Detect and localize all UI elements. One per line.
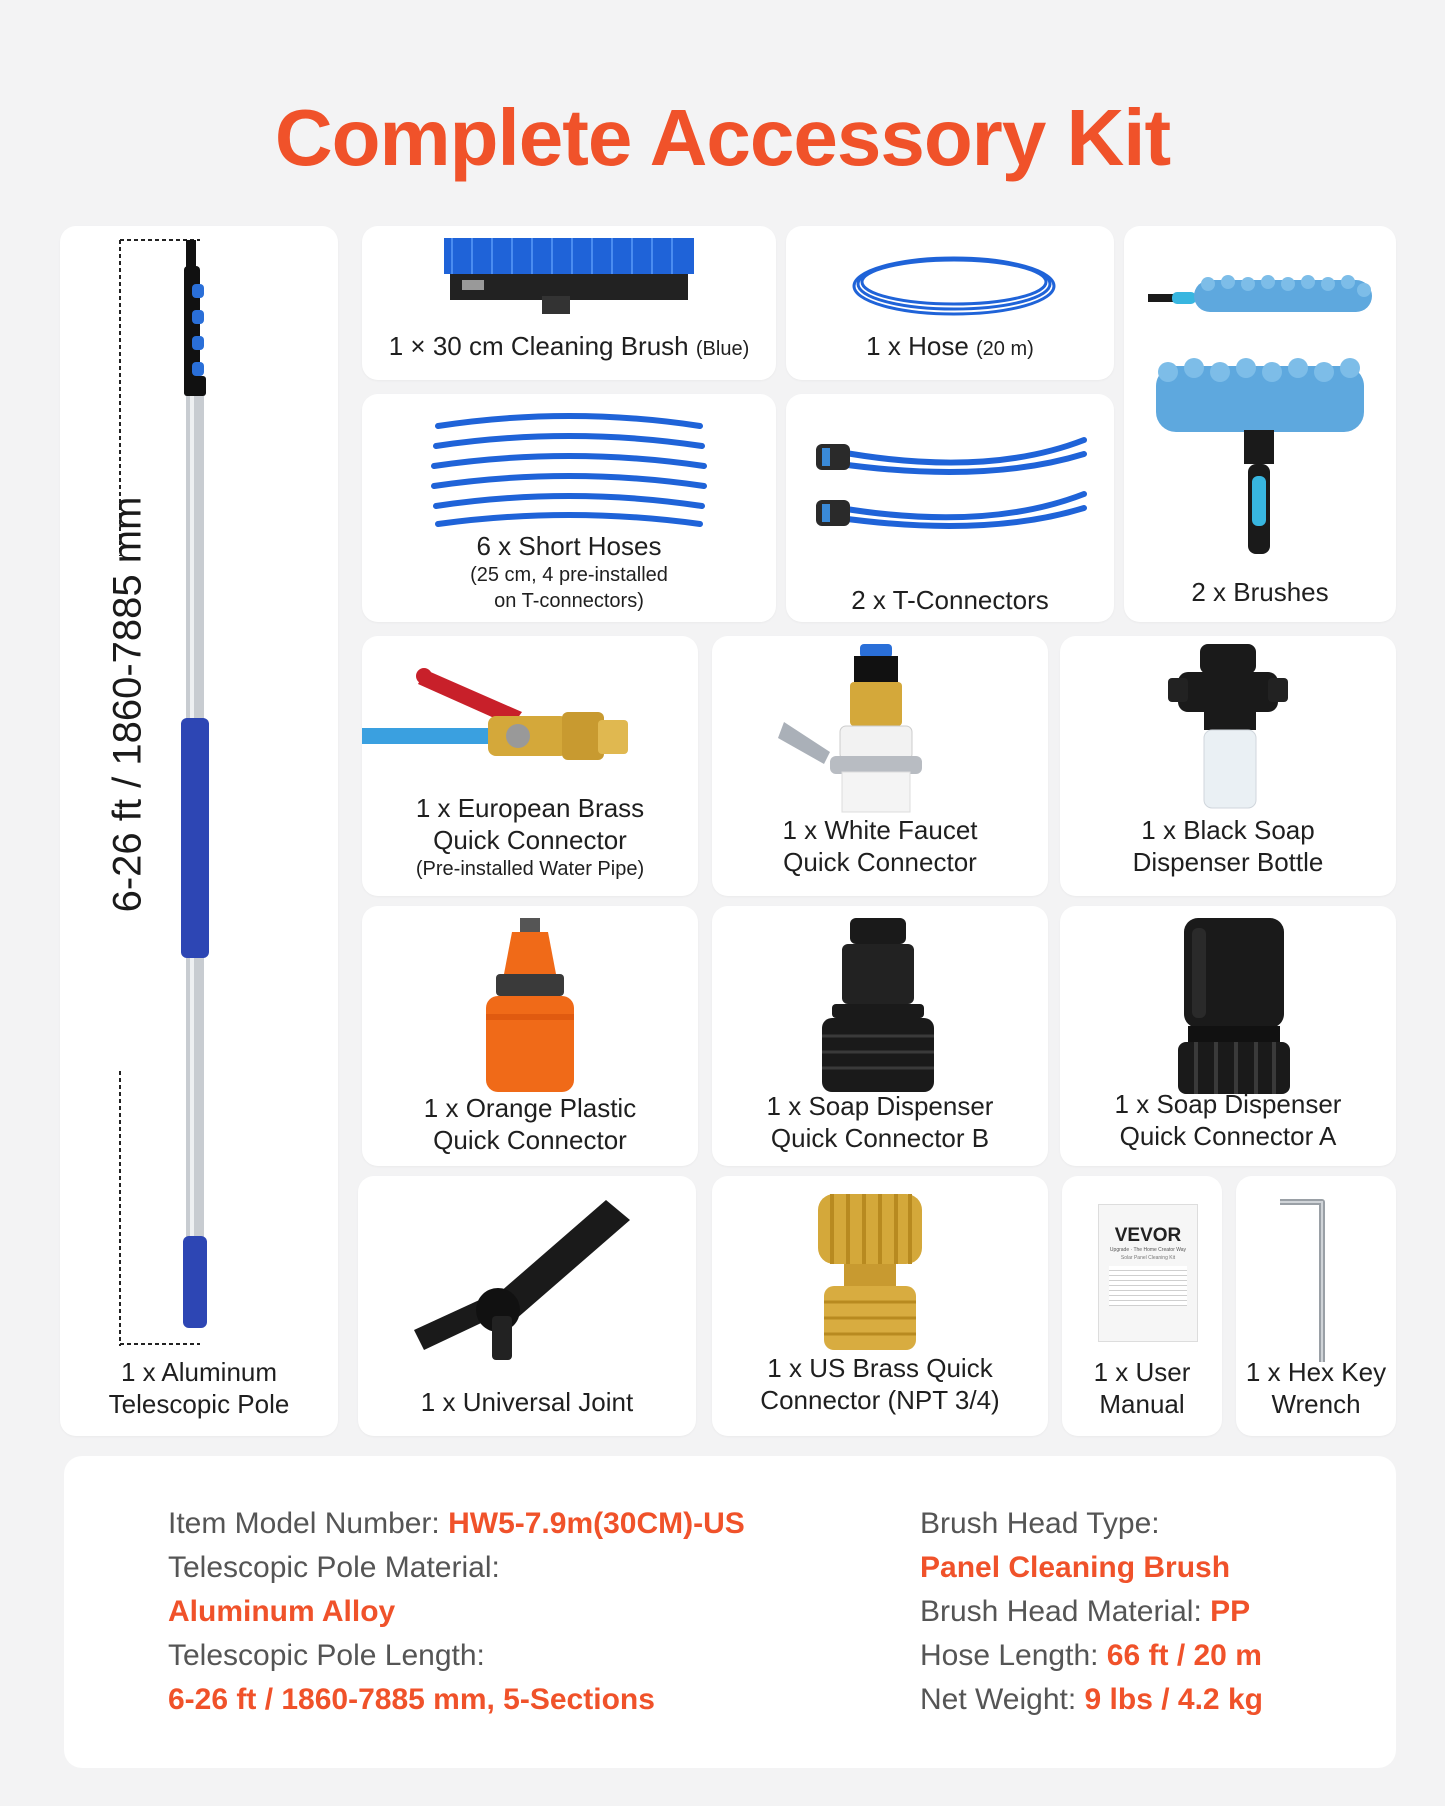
short-hoses-note2: on T-connectors) [494,590,644,612]
orange-connector-card [362,906,698,1166]
orange-connector-line2: Quick Connector [433,1125,627,1155]
brass-connector-note: (Pre-installed Water Pipe) [415,858,645,880]
cleaning-brush-label [368,330,770,362]
telescopic-pole-image [60,226,338,1346]
spec-pole-material-value: Aluminum Alloy [168,1595,396,1628]
spec-net-weight [920,1678,1263,1722]
us-brass-card [712,1176,1048,1436]
pole-label-line1: 1 x Aluminum [120,1357,278,1387]
short-hoses-label [368,530,770,614]
vevor-logo: VEVOR [1114,1225,1182,1246]
cleaning-brush-text: 1 × 30 cm Cleaning Brush [388,331,689,361]
pole-label-line2: Telescopic Pole [108,1389,290,1419]
soap-bottle-image [1060,642,1396,822]
brass-connector-image [362,646,698,796]
us-brass-label [718,1352,1042,1416]
brushes-label: 2 x Brushes [1191,577,1329,607]
spec-pole-length-label: Telescopic Pole Length: [168,1639,485,1672]
white-faucet-line1: 1 x White Faucet [782,815,978,845]
page-title: Complete Accessory Kit [274,93,1171,182]
hex-key-line2: Wrench [1271,1389,1361,1419]
user-manual-line2: Manual [1099,1389,1185,1419]
us-brass-image [712,1186,1048,1366]
spec-brush-material-label: Brush Head Material: [920,1595,1211,1628]
cleaning-brush-card [362,226,776,380]
spec-brush-type-value: Panel Cleaning Brush [920,1551,1231,1584]
t-connectors-image [786,404,1114,554]
universal-joint-image [358,1186,696,1366]
spec-brush-type-label: Brush Head Type: [920,1507,1160,1540]
spec-hose-length-value: 66 ft / 20 m [1106,1639,1262,1672]
spec-hose-length [920,1634,1263,1678]
universal-joint-label: 1 x Universal Joint [420,1387,634,1417]
spec-pole-length-value: 6-26 ft / 1860-7885 mm, 5-Sections [168,1683,655,1716]
user-manual-image [1098,1204,1198,1342]
soap-bottle-line2: Dispenser Bottle [1132,847,1324,877]
hose-text: 1 x Hose [866,331,969,361]
user-manual-card [1062,1176,1222,1436]
cleaning-brush-note: (Blue) [695,338,750,360]
soap-connector-a-card [1060,906,1396,1166]
hose-note: (20 m) [976,338,1034,360]
brass-connector-card [362,636,698,896]
soap-connector-b-line2: Quick Connector B [770,1123,990,1153]
universal-joint-card [358,1176,696,1436]
short-hoses-note1: (25 cm, 4 pre-installed [470,564,668,586]
hose-image [786,234,1114,334]
hex-key-image [1236,1186,1396,1366]
soap-bottle-label [1066,814,1390,878]
spec-hose-length-label: Hose Length: [920,1639,1107,1672]
t-connectors-card [786,394,1114,622]
hex-key-line1: 1 x Hex Key [1245,1357,1387,1387]
hose-label [792,330,1108,362]
hose-card [786,226,1114,380]
soap-connector-a-label [1066,1088,1390,1152]
user-manual-line1: 1 x User [1093,1357,1191,1387]
spec-net-weight-value: 9 lbs / 4.2 kg [1084,1683,1263,1716]
pole-dimension-text: 6-26 ft / 1860-7885 mm [105,496,150,913]
soap-connector-a-line2: Quick Connector A [1119,1121,1337,1151]
t-connectors-label: 2 x T-Connectors [851,585,1049,615]
user-manual-label [1068,1356,1216,1420]
manual-text-lines [1109,1266,1187,1306]
brushes-image [1124,226,1396,556]
spec-net-weight-label: Net Weight: [920,1683,1085,1716]
specs-panel [64,1456,1396,1768]
pole-card [60,226,338,1436]
spec-model-value: HW5-7.9m(30CM)-US [448,1507,745,1540]
soap-bottle-card [1060,636,1396,896]
brass-connector-label [368,792,692,882]
manual-tagline: Upgrade · The Home Creator Way [1109,1247,1187,1253]
short-hoses-card [362,394,776,622]
spec-model [168,1502,745,1546]
spec-model-label: Item Model Number: [168,1507,449,1540]
cleaning-brush-image [362,234,776,334]
pole-label [66,1356,332,1420]
orange-connector-label [368,1092,692,1156]
soap-connector-a-image [1060,918,1396,1098]
short-hoses-text: 6 x Short Hoses [476,531,662,561]
soap-connector-b-image [712,918,1048,1098]
hex-key-label [1236,1356,1396,1420]
white-faucet-image [712,642,1048,822]
white-faucet-card [712,636,1048,896]
white-faucet-label [718,814,1042,878]
spec-pole-material-label: Telescopic Pole Material: [168,1551,500,1584]
soap-bottle-line1: 1 x Black Soap [1141,815,1315,845]
spec-brush-material-value: PP [1210,1595,1251,1628]
brushes-card [1124,226,1396,622]
soap-connector-b-line1: 1 x Soap Dispenser [766,1091,994,1121]
us-brass-line2: Connector (NPT 3/4) [760,1385,1000,1415]
spec-brush-material [920,1590,1263,1634]
short-hoses-image [362,402,776,532]
specs-right [920,1502,1263,1722]
orange-connector-image [362,918,698,1098]
brass-connector-line2: Quick Connector [433,825,627,855]
us-brass-line1: 1 x US Brass Quick [767,1353,993,1383]
brass-connector-line1: 1 x European Brass [415,793,645,823]
specs-left [168,1502,745,1722]
orange-connector-line1: 1 x Orange Plastic [423,1093,637,1123]
soap-connector-b-card [712,906,1048,1166]
soap-connector-b-label [718,1090,1042,1154]
hex-key-card [1236,1176,1396,1436]
white-faucet-line2: Quick Connector [783,847,977,877]
soap-connector-a-line1: 1 x Soap Dispenser [1114,1089,1342,1119]
manual-doc-title: Solar Panel Cleaning Kit [1120,1255,1176,1261]
